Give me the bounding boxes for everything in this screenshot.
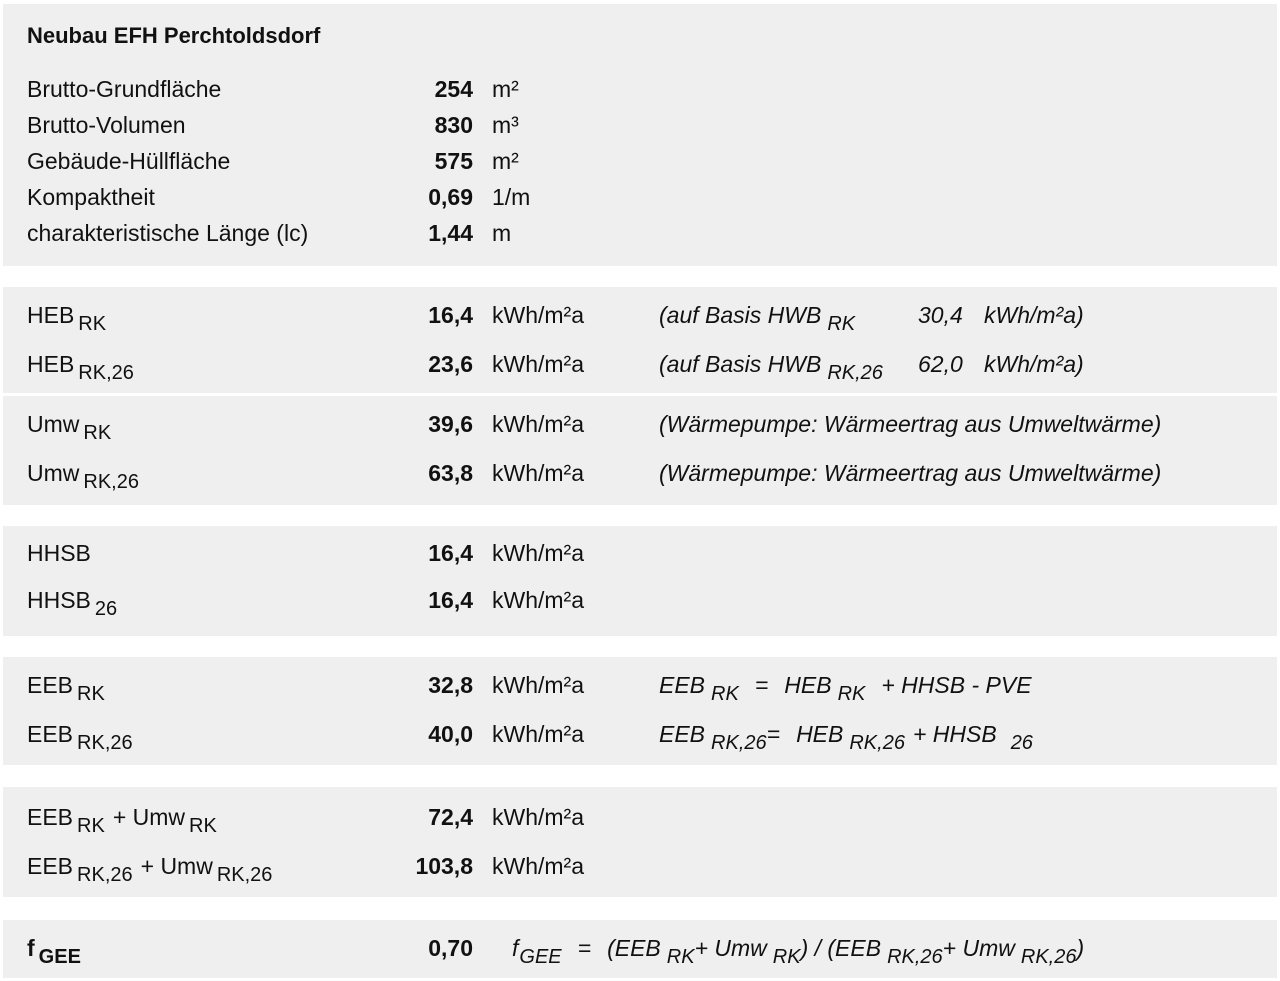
fgee-label-f: f (27, 935, 35, 961)
fgee-formula-p4: + Umw (942, 935, 1015, 961)
project-title: Neubau EFH Perchtoldsdorf (27, 23, 321, 48)
sum-rk26-label-umw-sub: RK,26 (216, 864, 273, 886)
heb-rk-label-base: HEB (27, 302, 75, 328)
property-unit-characteristic-length: m (492, 220, 512, 246)
umw-rk26-value: 63,8 (428, 460, 473, 486)
property-unit-gross-volume: m³ (492, 112, 519, 138)
heb-umw-divider (3, 393, 1277, 396)
fgee-formula-p4-sub: RK,26 (1020, 946, 1077, 968)
hhsb-label: HHSB (27, 540, 91, 566)
property-label-characteristic-length: charakteristische Länge (lc) (27, 220, 309, 246)
hhsb-unit: kWh/m²a (492, 540, 584, 566)
building-properties-panel (3, 4, 1277, 266)
fgee-formula-p3-sub: RK,26 (887, 946, 943, 968)
umw-rk-unit: kWh/m²a (492, 411, 584, 437)
sum-rk-label-eeb: EEB (27, 804, 74, 830)
eeb-rk-unit: kWh/m²a (492, 672, 584, 698)
umw-rk26-note: (Wärmepumpe: Wärmeertrag aus Umweltwärme) (659, 460, 1162, 486)
heb-rk26-value: 23,6 (428, 351, 473, 377)
sum-rk26-value: 103,8 (415, 853, 473, 879)
fgee-formula-f: f (512, 935, 519, 961)
eeb-rk26-formula (659, 716, 1033, 752)
umw-rk-note: (Wärmepumpe: Wärmeertrag aus Umweltwärme) (659, 411, 1162, 437)
sum-rk26-unit: kWh/m²a (492, 853, 584, 879)
hhsb-panel (3, 526, 1277, 636)
sum-rk26-label-eeb-sub: RK,26 (77, 864, 133, 886)
fgee-formula-p5: ) (1076, 935, 1085, 961)
heb-rk26-note-prefix: (auf Basis HWB (659, 351, 822, 377)
property-unit-envelope-area: m² (492, 148, 519, 174)
eeb-rk-formula-lhs: EEB (659, 672, 706, 698)
umw-rk-label-base: Umw (27, 411, 80, 437)
fgee-formula-f-sub: GEE (519, 946, 562, 968)
heb-rk-note: (auf Basis HWB $_{RK}$ (659, 302, 856, 335)
eeb-rk-formula-heb: HEB (784, 672, 832, 698)
hhsb26-value: 16,4 (428, 587, 473, 613)
fgee-formula-p1-sub: RK (666, 946, 695, 968)
eeb-panel (3, 657, 1277, 765)
eeb-rk26-label-base: EEB (27, 721, 74, 747)
eeb-umw-sum-panel (3, 787, 1277, 897)
sum-rk-value: 72,4 (428, 804, 473, 830)
hhsb26-label-base: HHSB (27, 587, 91, 613)
eeb-rk-formula-heb-sub: RK (837, 683, 866, 705)
heb-rk26-note-value: 62,0 (918, 351, 963, 377)
fgee-formula-p3: ) / (EEB (800, 935, 882, 961)
eeb-rk26-formula-lhs: EEB (659, 721, 706, 747)
property-label-gross-volume: Brutto-Volumen (27, 112, 186, 138)
fgee-formula (512, 930, 1084, 966)
eeb-rk26-formula-heb: HEB (796, 721, 844, 747)
heb-rk-value: 16,4 (428, 302, 473, 328)
eeb-rk-label-sub: RK (77, 683, 105, 705)
property-label-gross-floor-area: Brutto-Grundfläche (27, 76, 222, 102)
fgee-value: 0,70 (428, 935, 473, 961)
eeb-rk26-unit: kWh/m²a (492, 721, 584, 747)
heb-rk26-label-base: HEB (27, 351, 75, 377)
hhsb26-unit: kWh/m²a (492, 587, 584, 613)
eeb-rk-value: 32,8 (428, 672, 473, 698)
property-value-compactness: 0,69 (428, 184, 473, 210)
eeb-rk26-formula-eq: = (766, 721, 781, 747)
sum-rk-unit: kWh/m²a (492, 804, 584, 830)
heb-rk26-unit: kWh/m²a (492, 351, 584, 377)
fgee-formula-p2: + Umw (694, 935, 767, 961)
eeb-rk26-formula-heb-sub: RK,26 (849, 732, 905, 754)
eeb-rk26-formula-rest-sub: 26 (1010, 732, 1033, 754)
heb-rk-note-value: 30,4 (918, 302, 963, 328)
umw-rk-value: 39,6 (428, 411, 473, 437)
fgee-formula-eq: = (577, 935, 592, 961)
property-value-envelope-area: 575 (434, 148, 473, 174)
sum-rk26-label-eeb: EEB (27, 853, 74, 879)
heb-rk26-note-sub: RK,26 (827, 362, 883, 384)
heb-rk26-label-sub: RK,26 (78, 362, 134, 384)
property-label-envelope-area: Gebäude-Hüllfläche (27, 148, 231, 174)
fgee-formula-p2-sub: RK (772, 946, 801, 968)
fgee-label-sub: GEE (38, 946, 81, 968)
fgee-formula-p1: (EEB (607, 935, 661, 961)
sum-rk26-label-umw: + Umw (140, 853, 213, 879)
property-value-gross-volume: 830 (434, 112, 473, 138)
heb-rk26-note (659, 346, 883, 382)
eeb-rk-formula-eq: = (754, 672, 769, 698)
property-value-characteristic-length: 1,44 (428, 220, 473, 246)
heb-rk-unit: kWh/m²a (492, 302, 584, 328)
eeb-rk26-formula-lhs-sub: RK,26 (711, 732, 767, 754)
umw-rk-label-sub: RK (83, 422, 112, 444)
umw-rk26-label-sub: RK,26 (83, 471, 139, 493)
eeb-rk26-formula-rest: + HHSB (912, 721, 997, 747)
property-unit-compactness: 1/m (492, 184, 531, 210)
heb-rk-label-sub: RK (78, 313, 107, 335)
eeb-rk26-label-sub: RK,26 (77, 732, 133, 754)
eeb-rk-label-base: EEB (27, 672, 74, 698)
heb-rk-note-unit: kWh/m²a) (984, 302, 1084, 328)
umw-rk26-label-base: Umw (27, 460, 80, 486)
property-value-gross-floor-area: 254 (434, 76, 473, 102)
umw-rk26-unit: kWh/m²a (492, 460, 584, 486)
sum-rk-label-umw-sub: RK (189, 815, 217, 837)
eeb-rk-formula-rest: + HHSB - PVE (881, 672, 1032, 698)
eeb-rk-formula (659, 667, 1032, 703)
property-label-compactness: Kompaktheit (27, 184, 155, 210)
heb-umw-panel (3, 287, 1277, 505)
fgee-panel (3, 920, 1277, 978)
eeb-rk26-value: 40,0 (428, 721, 473, 747)
heb-rk26-note-unit: kWh/m²a) (984, 351, 1084, 377)
hhsb-value: 16,4 (428, 540, 473, 566)
eeb-rk-formula-lhs-sub: RK (711, 683, 739, 705)
sum-rk-label-umw: + Umw (112, 804, 186, 830)
heb-rk-note-prefix: (auf Basis HWB (659, 302, 822, 328)
sum-rk-label-eeb-sub: RK (77, 815, 105, 837)
property-unit-gross-floor-area: m² (492, 76, 519, 102)
hhsb26-label-sub: 26 (94, 598, 118, 620)
